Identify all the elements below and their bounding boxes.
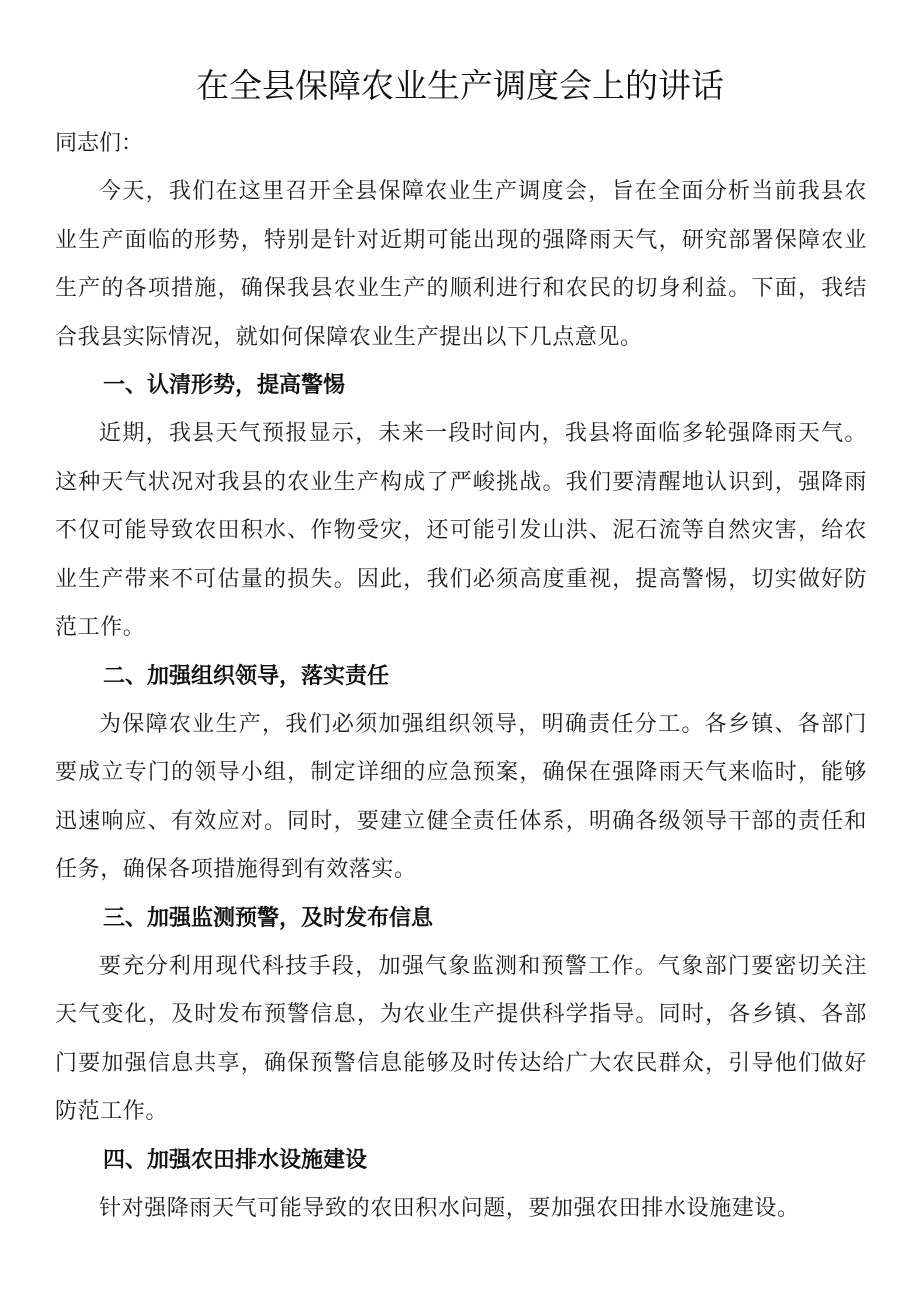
section-body-1: 近期，我县天气预报显示，未来一段时间内，我县将面临多轮强降雨天气。这种天气状况对我县的农业生产构成了严峻挑战。我们要清醒地认识到，强降雨不仅可能导致农田积水、作物受灾，还可能引发山洪、泥石流等自然灾害，给农业生产带来不可估量的损失。因此，我们必须高度重视，提高警惕，切实做好防范工作。 [55,421,867,640]
section-heading-1: 一、认清形势，提高警惕 [103,373,346,398]
section-heading-4: 四、加强农田排水设施建设 [103,1147,368,1173]
document-body [55,120,867,1233]
salutation: 同志们： [55,131,144,156]
section-heading-3: 三、加强监测预警，及时发布信息 [103,905,434,931]
document-title: 在全县保障农业生产调度会上的讲话 [196,66,724,105]
section-body-3: 要充分利用现代科技手段，加强气象监测和预警工作。气象部门要密切关注天气变化，及时发布预警信息，为农业生产提供科学指导。同时，各乡镇、各部门要加强信息共享，确保预警信息能够及时传达给广大农民群众，引导他们做好防范工作。 [55,953,867,1124]
section-body-4: 针对强降雨天气可能导致的农田积水问题，要加强农田排水设施建设。 [99,1195,800,1221]
section-body-2: 为保障农业生产，我们必须加强组织领导，明确责任分工。各乡镇、各部门要成立专门的领导小组，制定详细的应急预案，确保在强降雨天气来临时，能够迅速响应、有效应对。同时，要建立健全责任体系，明确各级领导干部的责任和任务，确保各项措施得到有效落实。 [55,711,867,882]
intro-paragraph: 今天，我们在这里召开全县保障农业生产调度会，旨在全面分析当前我县农业生产面临的形势，特别是针对近期可能出现的强降雨天气，研究部署保障农业生产的各项措施，确保我县农业生产的顺利进行和农民的切身利益。下面，我结合我县实际情况，就如何保障农业生产提出以下几点意见。 [55,179,867,350]
section-heading-2: 二、加强组织领导，落实责任 [103,663,390,689]
